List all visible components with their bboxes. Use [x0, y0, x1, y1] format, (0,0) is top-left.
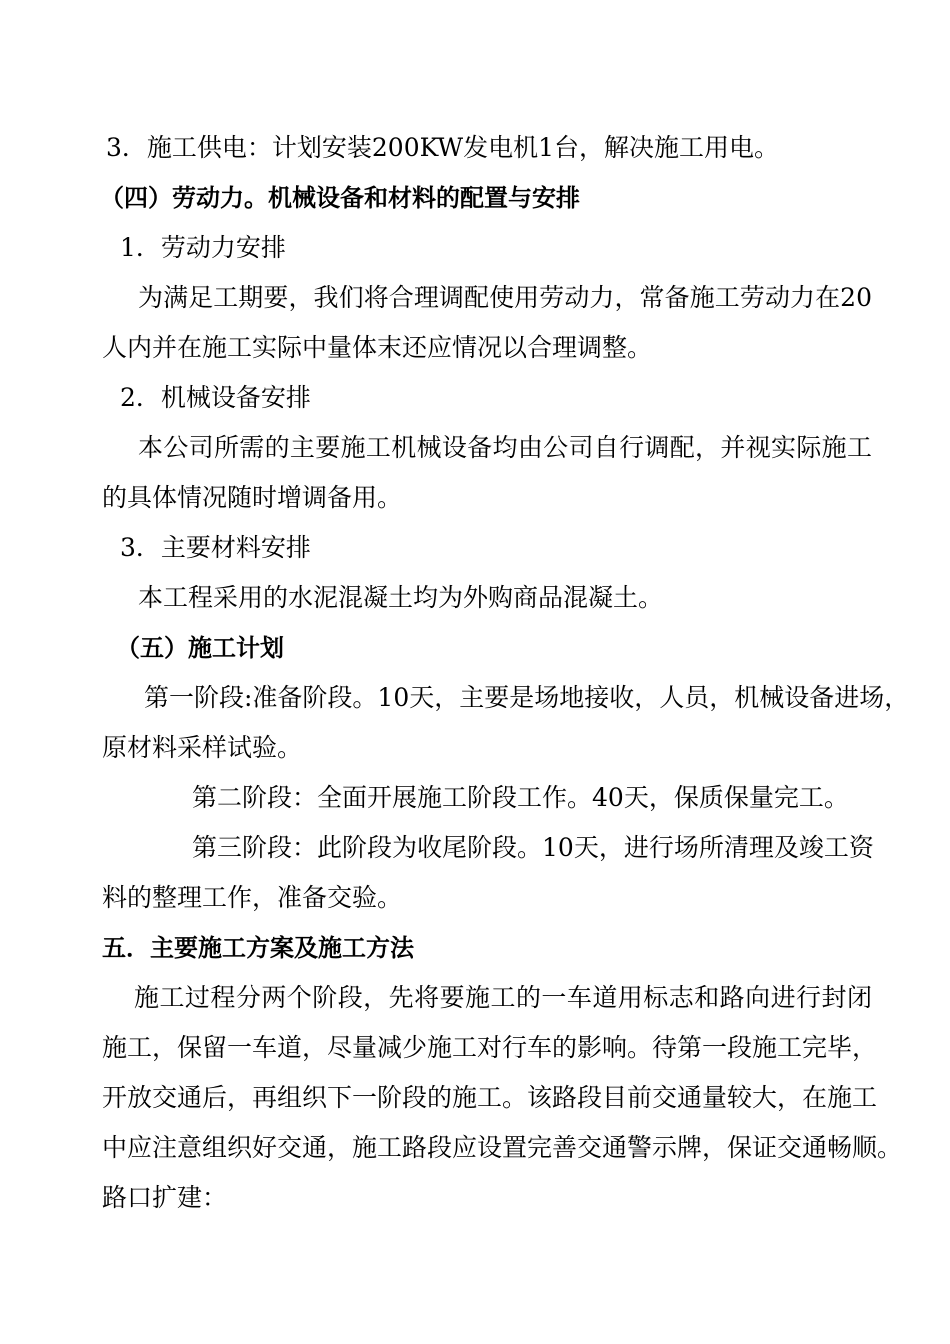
subheading-materials: 3．主要材料安排 — [120, 533, 311, 562]
schedule-phase-1-line-1: 第一阶段:准备阶段。10天，主要是场地接收，人员，机械设备进场， — [144, 683, 910, 712]
paragraph-materials: 本工程采用的水泥混凝土均为外购商品混凝土。 — [138, 583, 664, 612]
paragraph-intersection-expansion: 路口扩建： — [102, 1183, 228, 1212]
paragraph-plan-line-1: 施工过程分两个阶段，先将要施工的一车道用标志和路向进行封闭 — [134, 983, 872, 1012]
schedule-phase-3-line-1: 第三阶段：此阶段为收尾阶段。10天，进行场所清理及竣工资 — [192, 833, 874, 862]
paragraph-plan-line-3: 开放交通后，再组织下一阶段的施工。该路段目前交通量较大，在施工 — [102, 1083, 878, 1112]
paragraph-equipment-line-1: 本公司所需的主要施工机械设备均由公司自行调配，并视实际施工 — [138, 433, 872, 462]
paragraph-plan-line-2: 施工，保留一车道，尽量减少施工对行车的影响。待第一段施工完毕， — [102, 1033, 878, 1062]
section-heading-schedule: （五）施工计划 — [116, 634, 284, 662]
subheading-equipment: 2．机械设备安排 — [120, 383, 311, 412]
paragraph-labor-line-2: 人内并在施工实际中量体末还应情况以合理调整。 — [102, 333, 653, 362]
subheading-labor: 1．劳动力安排 — [120, 233, 286, 262]
schedule-phase-3-line-2: 料的整理工作，准备交验。 — [102, 883, 403, 912]
power-supply-line: 3．施工供电：计划安装200KW发电机1台，解决施工用电。 — [106, 133, 780, 162]
paragraph-equipment-line-2: 的具体情况随时增调备用。 — [102, 483, 403, 512]
schedule-phase-1-line-2: 原材料采样试验。 — [102, 733, 303, 762]
section-heading-construction-plan: 五．主要施工方案及施工方法 — [102, 934, 414, 962]
paragraph-labor-line-1: 为满足工期要，我们将合理调配使用劳动力，常备施工劳动力在20 — [138, 283, 872, 312]
schedule-phase-2: 第二阶段：全面开展施工阶段工作。40天，保质保量完工。 — [192, 783, 849, 812]
section-heading-labor-equipment: （四）劳动力。机械设备和材料的配置与安排 — [100, 184, 580, 212]
paragraph-plan-line-4: 中应注意组织好交通，施工路段应设置完善交通警示牌，保证交通畅顺。 — [102, 1133, 903, 1162]
